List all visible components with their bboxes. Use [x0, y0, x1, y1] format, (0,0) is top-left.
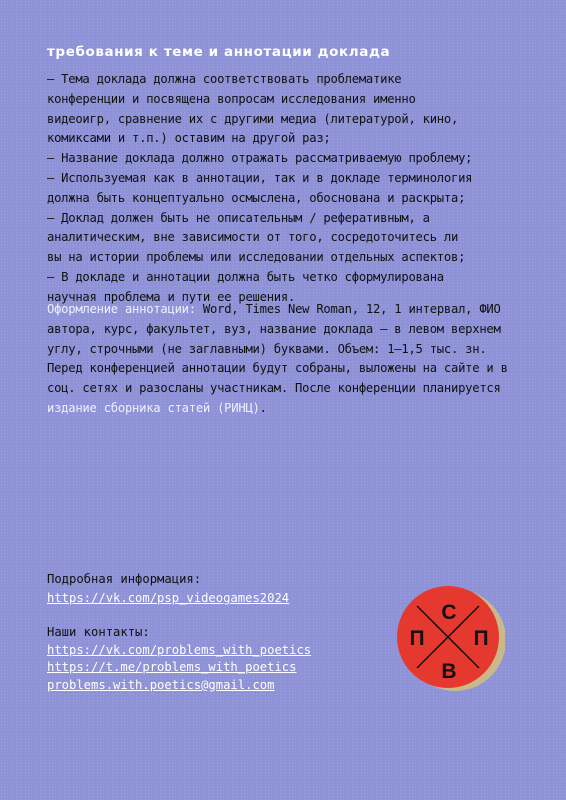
logo-letter-top: С [441, 601, 457, 624]
annotation-label: Оформление аннотации: [47, 302, 196, 316]
requirements-line: — Используемая как в аннотации, так и в докладе терминология [47, 170, 473, 185]
page-title: требования к теме и аннотации доклада [47, 44, 391, 60]
publication-text: Перед конференцией аннотации будут собраны, выложены на сайте и в соц. сетях и разосланы участникам. После конференции планируется [47, 361, 508, 396]
requirements-line: вы на истории проблемы или исследовании отдельных аспектов; [47, 250, 466, 265]
requirements-line: конференции и посвящена вопросам исследования именно [47, 91, 416, 106]
requirements-line: должна быть концептуально осмыслена, обоснована и раскрыта; [47, 190, 466, 205]
requirements-line: аналитическим, вне зависимости от того, сосредоточитесь ли [47, 230, 459, 245]
email-link[interactable]: problems.with.poetics@gmail.com [47, 677, 275, 692]
requirements-list [47, 70, 532, 308]
annotation-section [47, 300, 532, 419]
logo-letter-right: П [473, 627, 489, 650]
telegram-link[interactable]: https://t.me/problems_with_poetics [47, 660, 297, 674]
publication-end: . [259, 400, 267, 415]
vk-link[interactable]: https://vk.com/problems_with_poetics [47, 642, 312, 657]
requirements-line: видеоигр, сравнение их с другими медиа (литературой, кино, [47, 111, 459, 126]
contacts-label: Наши контакты: [47, 625, 150, 639]
requirements-line: комиксами и т.п.) оставим на другой раз; [47, 131, 331, 146]
requirements-line: — Доклад должен быть не описательным / реферативным, а [47, 210, 430, 225]
requirements-line: — В докладе и аннотации должна быть четко сформулирована [47, 269, 444, 284]
contacts-section [47, 624, 311, 694]
annotation-publication [47, 359, 532, 418]
info-label: Подробная информация: [47, 572, 202, 586]
info-link[interactable]: https://vk.com/psp_videogames2024 [47, 591, 290, 605]
psp-logo [395, 584, 505, 694]
requirements-line: — Тема доклада должна соответствовать проблематике [47, 72, 402, 86]
publication-highlight: издание сборника статей (РИНЦ) [47, 400, 260, 415]
annotation-format-text: Word, Times New Roman, 12, 1 интервал, ФИО автора, курс, факультет, вуз, название доклада – в левом верхнем углу, строчными (не заглавными) буквами. Объем: 1–1,5 тыс. зн. [47, 302, 501, 356]
logo-letter-left: П [409, 627, 425, 650]
info-section [47, 570, 289, 608]
annotation-format [47, 300, 532, 359]
requirements-line: — Название доклада должно отражать рассматриваемую проблему; [47, 151, 473, 166]
logo-letter-bottom: В [441, 660, 457, 683]
requirements-line: научная проблема и пути ее решения. [47, 289, 296, 304]
